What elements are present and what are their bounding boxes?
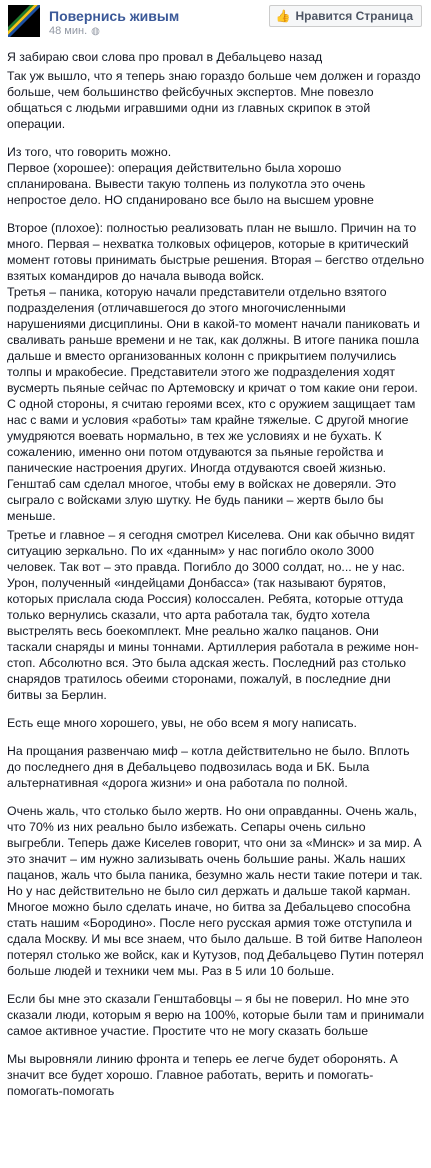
like-page-label: Нравится Страница: [295, 9, 413, 23]
like-page-button[interactable]: [269, 5, 422, 27]
post-paragraph-8: Очень жаль, что столько было жертв. Но они оправданны. Очень жаль, что 70% из них реально было избежать. Сепары очень сильно выгребли. Теперь даже Киселев говорит, что они за «Минск» и за мир. А это значит – им нужно зализывать очень большие раны. Жаль наших пацанов, жаль что была паника, безумно жаль нести такие потери и так. Но у нас действительно не было сил держать и дальше такой карман. Многое можно было сделать иначе, но битва за Дебальцево способна стать нашим «Бородино». После него русская армия тоже отступила и сдала Москву. И мы все знаем, что было дальше. В той битве Наполеон потерял столько же войск, как и Кутузов, под Дебальцево Путин потерял больше людей и техники чем мы. Раз в 5 или 10 больше.: [7, 804, 424, 978]
ribbon-logo-icon: [8, 5, 40, 37]
post-paragraph-3: Из того, что говорить можно. Первое (хорошее): операция действительно была хорошо спланирована. Вывести такую толпень из полукотла это очень непростое дело. НО спданировано все было на высшем уровне: [7, 145, 374, 207]
post-paragraph-4: Второе (плохое): полностью реализовать план не вышло. Причин на то много. Первая – нехватка толковых офицеров, которые в критический момент готовы принимать быстрые решения. Вторая – бегство отдельно взятых командиров до начала вывода войск. Третья – паника, которую начали представители отдельно взятого подразделения (отличавшегося до этого многочисленными нарушениями дисциплины. Они в какой-то момент начали паниковать и сваливать раньше времени и не так, как должны. В итоге паника пошла дальше и вместо организованных колонн с прикрытием получились толпы и мракобесие. Представители этого же подразделения ходят вусмерть пьяные сейчас по Артемовску и кричат о том какие они герои. С одной стороны, я считаю героями всех, кто с оружием защищает там нас с вами и условия «работы» там крайне тяжелые. С другой многие умудряются воевать нормально, в тех же условиях и не бухать. К сожалению, именно они потом отдуваются за пьяные геройства и панические настроения других. Иногда отдуваются своей жизнью. Генштаб сам сделал многое, чтобы ему в войсках не доверяли. Это сыграло с войсками злую шутку. Не будь паники – жертв было бы меньше.: [7, 221, 425, 523]
post-paragraph-7: На прощания развенчаю миф – котла действительно не было. Вплоть до последнего дня в Дебальцево подвозилась вода и БК. Была альтернативная «дорога жизни» и она работала по полной.: [7, 744, 410, 790]
globe-icon: ◍: [91, 26, 100, 37]
post-paragraph-5: Третье и главное – я сегодня смотрел Киселева. Они как обычно видят ситуацию зеркально. По их «данным» у нас погибло около 3000 человек. Так вот – это правда. Погибло до 3000 солдат, но... не у нас. Урон, полученный «индейцами Донбасса» (так называют бурятов, которых прислала сюда Россия) колоссален. Ребята, которые оттуда только вернулись сказали, что арта работала так, будто хотела выстрелять весь боекомплект. Мне реально жалко пацанов. Они таскали снаряды и мины тоннами. Артиллерия работала в режиме нон-стоп. Абсолютно вся. Это была адская жесть. Последний раз столько снарядов тратилось обеими сторонами, пожалуй, в последние дни битвы за Берлин.: [7, 528, 419, 702]
post-paragraph-9: Если бы мне это сказали Генштабовцы – я бы не поверил. Но мне это сказали люди, которым я верю на 100%, которые были там и принимали самое активное участие. Простите что не могу сказать больше: [7, 992, 425, 1038]
page-name-link[interactable]: Повернись живым: [49, 8, 180, 24]
post-meta: [49, 25, 100, 37]
thumbs-up-icon: 👍: [275, 9, 291, 23]
post-body: [7, 49, 425, 1111]
post-paragraph-2: Так уж вышло, что я теперь знаю гораздо больше чем должен и гораздо больше, чем большинство фейсбучных экспертов. Мне повезло общаться с людьми игравшими одни из главных скрипок в этой операции.: [7, 69, 421, 131]
post-header: [0, 0, 431, 46]
post-paragraph-6: Есть еще много хорошего, увы, не обо всем я могу написать.: [7, 716, 357, 730]
post-paragraph-10: Мы выровняли линию фронта и теперь ее легче будет оборонять. А значит все будет хорошо. Главное работать, верить и помогать-помогать-помогать: [7, 1052, 398, 1098]
post-time[interactable]: 48 мин.: [49, 25, 88, 37]
page-avatar[interactable]: [8, 5, 40, 37]
post-paragraph-1: Я забираю свои слова про провал в Дебальцево назад: [7, 50, 323, 64]
